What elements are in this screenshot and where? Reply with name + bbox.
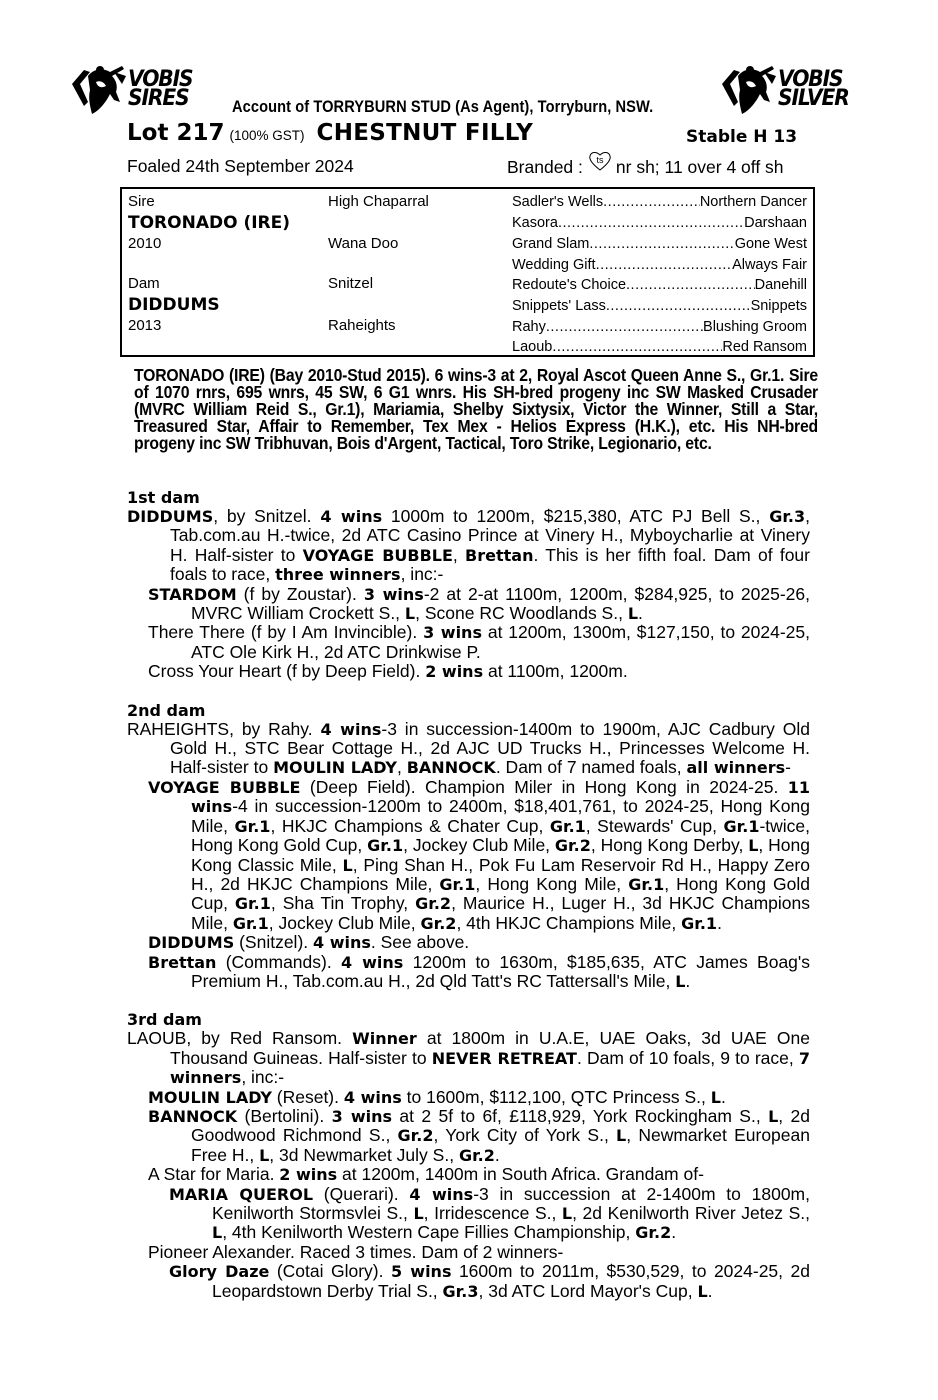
logo-left-line2: SIRES [128, 86, 189, 111]
logo-left-text [128, 67, 193, 111]
gen3-horse: Redoute's Choice [512, 277, 627, 293]
sire-dam: Wana Doo [328, 235, 399, 252]
dot-leader [546, 318, 703, 336]
dam-sire: Snitzel [328, 275, 374, 292]
dam-label: Dam [128, 275, 160, 292]
gen3-horse: Sadler's Wells [512, 194, 604, 210]
dam-dam: Raheights [328, 317, 396, 334]
gen3-sire: Always Fair [732, 257, 807, 273]
ts-heart-brand-icon [587, 150, 613, 172]
vendor-account: Account of TORRYBURN STUD (As Agent), Torryburn, NSW. [232, 97, 654, 116]
family-entry: There There (f by I Am Invincible). 3 wins at 1200m, 1300m, $127,150, to 2024-25, ATC Ole Kirk H., 2d ATC Drinkwise P. [148, 622, 810, 662]
brand-info [507, 156, 784, 178]
pedigree-gen3-row [512, 214, 807, 232]
logo-right-text [778, 67, 849, 111]
family-history [127, 488, 810, 1301]
dam-name: DIDDUMS [128, 295, 220, 315]
pedigree-gen3-row [512, 276, 807, 294]
sire-sire: High Chaparral [328, 193, 429, 210]
dot-leader [552, 338, 722, 356]
sire-year: 2010 [128, 235, 162, 252]
section-heading: 1st dam [127, 488, 200, 507]
family-entry: STARDOM (f by Zoustar). 3 wins-2 at 2-at 1100m, 1200m, $284,925, to 2025-26, MVRC William Crockett S., L, Scone RC Woodlands S., L. [148, 583, 811, 624]
sire-label: Sire [128, 193, 155, 210]
gen3-horse: Snippets' Lass [512, 298, 606, 314]
dot-leader [589, 235, 734, 253]
jockey-horse-icon [720, 62, 778, 116]
gen3-sire: Gone West [734, 236, 807, 252]
family-entry: Glory Daze (Cotai Glory). 5 wins 1600m to 2011m, $530,529, to 2024-25, 2d Leopardstown Derby Trial S., Gr.3, 3d ATC Lord Mayor's Cup, L. [169, 1261, 810, 1301]
section-heading: 3rd dam [127, 1010, 202, 1030]
family-entry: MOULIN LADY (Reset). 4 wins to 1600m, $112,100, QTC Princess S., L. [148, 1086, 726, 1107]
family-entry: Pioneer Alexander. Raced 3 times. Dam of 2 winners- [148, 1241, 564, 1262]
gen3-horse: Grand Slam [512, 236, 590, 252]
gen3-horse: Rahy [512, 319, 546, 335]
stable-location: Stable H 13 [686, 127, 798, 147]
lot-heading [127, 120, 533, 146]
jockey-horse-icon [70, 62, 128, 116]
gen3-sire: Red Ransom [722, 339, 807, 355]
section-heading: 2nd dam [127, 700, 206, 720]
sire-notes: TORONADO (IRE) (Bay 2010-Stud 2015). 6 wins-3 at 2, Royal Ascot Queen Anne S., Gr.1. Sire of 1070 rnrs, 695 wnrs, 45 SW, 6 G1 wnrs. His SH-bred progeny inc SW Masked Crusader (MVRC William Reid S., Gr.1), Mariamia, Shelby Sixtysix, Victor the Winner, Still a Star, Treasured Star, Affair to Remember, Tex Mex - Helios Express (H.K.), etc. His NH-bred progeny inc SW Tribhuvan, Bois d'Argent, Tactical, Toro Strike, Legionario, etc. [134, 365, 818, 453]
sire-name: TORONADO (IRE) [128, 213, 291, 233]
pedigree-gen3-row [512, 235, 807, 253]
gen3-sire: Danehill [754, 277, 807, 293]
family-entry: DIDDUMS, by Snitzel. 4 wins 1000m to 1200m, $215,380, ATC PJ Bell S., Gr.3, Tab.com.au H.-twice, 2d ATC Casino Prince at Vinery H., Myboycharlie at Vinery H. Half-sister to VOYAGE BUBBLE, Brettan. This is her fifth foal. Dam of four foals to race, three winners, inc:- [127, 506, 811, 585]
dot-leader [558, 214, 744, 232]
family-entry: RAHEIGHTS, by Rahy. 4 wins-3 in succession-1400m to 1900m, AJC Cadbury Old Gold H., STC Bear Cottage H., 2d AJC UD Trucks H., Princesses Welcome H. Half-sister to MOULIN LADY, BANNOCK. Dam of 7 named foals, all winners- [127, 718, 810, 778]
vobis-sires-logo [70, 62, 198, 116]
foaled-date: Foaled 24th September 2024 [127, 156, 354, 176]
dot-leader [606, 297, 751, 315]
gen3-sire: Darshaan [744, 215, 807, 231]
branded-detail: nr sh; 11 over 4 off sh [615, 156, 784, 177]
pedigree-gen3-row [512, 256, 807, 274]
pedigree-gen3-row [512, 318, 807, 336]
family-entry: Brettan (Commands). 4 wins 1200m to 1630m, $185,635, ATC James Boag's Premium H., Tab.com.au H., 2d Qld Tatt's RC Tattersall's Mile, L. [148, 951, 810, 991]
pedigree-table [120, 187, 815, 357]
family-entry: Cross Your Heart (f by Deep Field). 2 wins at 1100m, 1200m. [148, 661, 628, 682]
branded-label: Branded : [507, 156, 583, 177]
family-entry: VOYAGE BUBBLE (Deep Field). Champion Miler in Hong Kong in 2024-25. 11 wins-4 in succession-1200m to 2400m, $18,401,761, to 2024-25, Hong Kong Mile, Gr.1, HKJC Champions & Chater Cup, Gr.1, Stewards' Cup, Gr.1-twice, Hong Kong Gold Cup, Gr.1, Jockey Club Mile, Gr.2, Hong Kong Derby, L, Hong Kong Classic Mile, L, Ping Shan H., Pok Fu Lam Reservoir Rd H., Happy Zero H., 2d HKJC Champions Mile, Gr.1, Hong Kong Mile, Gr.1, Hong Kong Gold Cup, Gr.1, Sha Tin Trophy, Gr.2, Maurice H., Luger H., 3d HKJC Champions Mile, Gr.1, Jockey Club Mile, Gr.2, 4th HKJC Champions Mile, Gr.1. [148, 776, 811, 933]
vobis-silver-logo [720, 62, 855, 116]
gst-note: (100% GST) [229, 128, 305, 143]
dot-leader [603, 193, 700, 211]
gen3-horse: Laoub [512, 339, 553, 355]
pedigree-gen3-row [512, 297, 807, 315]
family-entry: A Star for Maria. 2 wins at 1200m, 1400m in South Africa. Grandam of- [148, 1164, 704, 1185]
logo-right-line1: VOBIS [778, 67, 843, 92]
family-entry: MARIA QUEROL (Querari). 4 wins-3 in succession at 2-1400m to 1800m, Kenilworth Stormsvlei S., L, Irridescence S., L, 2d Kenilworth River Jetez S., L, 4th Kenilworth Western Cape Fillies Championship, Gr.2. [169, 1183, 811, 1243]
dot-leader [596, 256, 733, 274]
family-entry: DIDDUMS (Snitzel). 4 wins. See above. [148, 932, 470, 953]
family-entry: BANNOCK (Bertolini). 3 wins at 2 5f to 6f, £118,929, York Rockingham S., L, 2d Goodwood Richmond S., Gr.2, York City of York S., L, Newmarket European Free H., L, 3d Newmarket July S., Gr.2. [148, 1105, 811, 1165]
gen3-horse: Kasora [512, 215, 558, 231]
lot-number: Lot 217 [127, 120, 225, 146]
family-entry: LAOUB, by Red Ransom. Winner at 1800m in U.A.E, UAE Oaks, 3d UAE One Thousand Guineas. Half-sister to NEVER RETREAT. Dam of 10 foals, 9 to race, 7 winners, inc:- [127, 1028, 810, 1088]
logo-left-line1: VOBIS [128, 67, 193, 92]
dot-leader [626, 276, 755, 294]
pedigree-gen3-row [512, 193, 807, 211]
dam-year: 2013 [128, 317, 162, 334]
gen3-sire: Blushing Groom [703, 319, 807, 335]
pedigree-gen3-row [512, 338, 807, 356]
gen3-sire: Northern Dancer [699, 194, 807, 210]
lot-description: CHESTNUT FILLY [316, 120, 534, 146]
gen3-sire: Snippets [750, 298, 807, 314]
logo-right-line2: SILVER [778, 86, 849, 111]
svg-text:ts: ts [596, 155, 604, 165]
gen3-horse: Wedding Gift [512, 257, 596, 273]
